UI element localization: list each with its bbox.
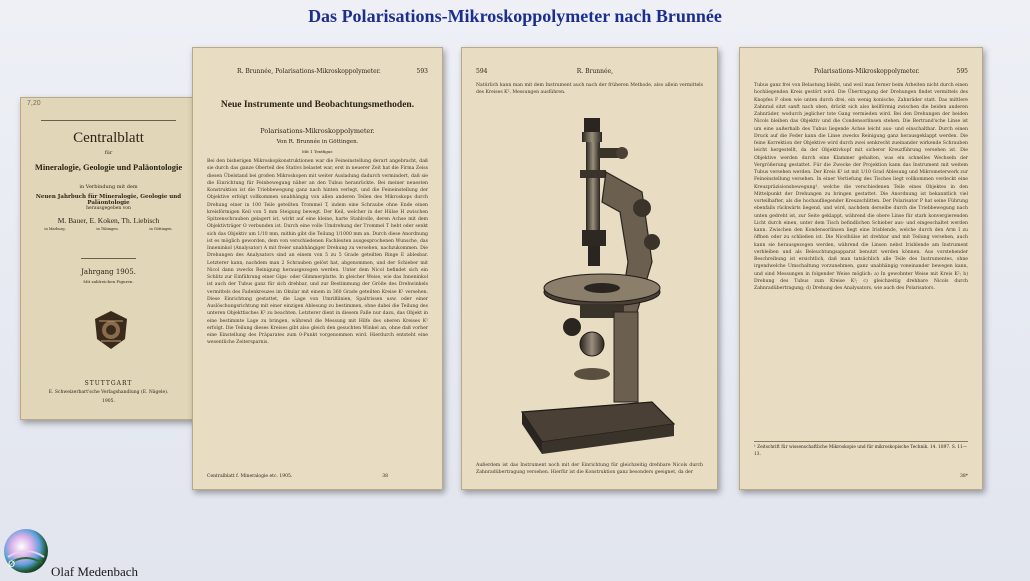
cover-handwriting: 7,20 [27, 100, 41, 107]
signature-mark: 38 [382, 474, 388, 479]
page-number: 595 [956, 68, 968, 75]
page-header [476, 68, 703, 75]
cover-subject: Mineralogie, Geologie und Paläontologie [34, 162, 183, 172]
cover-editors: M. Bauer, E. Koken, Th. Liebisch [57, 216, 160, 225]
cover-rule-mid [81, 258, 136, 259]
svg-text:Ø: Ø [8, 560, 16, 570]
page-footer [754, 474, 968, 479]
cover-publisher: E. Schweizerbart'sche Verlagshandlung (E. Nägele). [48, 390, 169, 395]
signature-mark: 38* [960, 474, 968, 479]
article-body: Bei den bisherigen Mikroskopkonstruktionen war die Feineinstellung derart angebracht, daß sie durch das ganze Oberteil des Stativs belastet war, erst in neuerer Zeit hat die Firma Zeiss diesen Übelstand bei großen Mikroskopen mit weiter Ausladung dadurch vermindert, daß sie die Einrichtung für Feinbewegung näher an den Tubus heranrückte. Bei meiner neuesten Konstruktion ist die Triebbewegung ganz nach hinten verlegt, und die Feineinstellung der Objektive erfolgt vollkommen unabhängig von allen anderen Teilen des Mikroskops durch Drehung einer in 100 Teile geteilten Trommel T, indem eine Schraube ohne Ende einen kreisförmigen Keil von 5 mm Steigung bewegt. Der Keil, welcher in der Hülse H zwischen Spitzenschrauben gelagert ist, wirkt auf eine kleine, harte Stahlrolle, deren Achse mit dem Objektivträger O verbunden ist. Durch eine volle Umdrehung der Trommel T hebt oder senkt sich das Objektiv um 1/10 mm, mithin gibt die Teilung 1/1000 mm an. Durch diese Anordnung ist es möglich geworden, dem von verschiedenen Fachleuten ausgesprochenen Wunsche, das Inneninkol (Analysator) A mit freier unabhängiger Drehung zu versehen, nachzukommen. Die Drehungen des Analysators sind an einem von 5 zu 5 Grade geteilten Ringe E ablesbar. Letzterer kann, nachdem man 2 Schrauben gelöst hat, abgenommen, und der Schieber mit Nicol dann zwecks Reinigung herausgezogen werden. Unter dem Nicol befindet sich ein Schlitz zur Einführung einer Gips- oder Glimmerplatte. In gleicher Weise, wie das Inneninkol ist auch der Tubus ganz für sich drehbar, und zur Bestimmung der Größe des Drehwinkels vermittels des Fadenkreuzes im Okular mit einem in 360 Grade geteilten Kreise K¹ versehen. Diese Einrichtung gestattet, die Lage von Umrißlinien, Spaltrissen usw. oder einer Auslöschungsrichtung mit einer einzigen Ablesung zu bestimmen, ohne dabei die Teilung des unteren Objekttisches K² zu beachten. Letzterer dient in diesem Falle nur dazu, das Objekt in eine bestimmte Lage zu bringen, während die Messung mit Hilfe des oberen Kreises K¹ erfolgt. Die Teilung dieses Kreises gibt also gleich den gesuchten Winkel an, ohne daß vorher eine Einstellung des Präparates zum 0-Punkt vorgenommen wird. Hierdurch entsteht eine wesentliche Zeitersparnis. [207, 159, 428, 346]
journal-cover [20, 97, 197, 420]
page-header [754, 68, 968, 75]
crystal-logo-icon [2, 527, 50, 575]
microscope-illustration-icon [502, 112, 682, 462]
cover-location: in Marburg. [44, 227, 66, 231]
cover-pubyear: 1905. [102, 399, 115, 404]
cover-figures: Mit zahlreichen Figuren. [83, 279, 134, 284]
slide-title: Das Polarisations-Mikroskoppolymeter nach Brunnée [308, 6, 722, 26]
cover-location: in Tübingen. [96, 227, 119, 231]
footer-left: Centralblatt f. Mineralogie etc. 1905. [207, 474, 293, 479]
body-top: Natürlich kann man mit dem Instrument auch nach der früheren Methode, also allein vermittels des Kreises K², Messungen ausführen. [476, 83, 703, 96]
cover-fuer: für [104, 150, 113, 156]
cover-location: in Göttingen. [149, 227, 173, 231]
page-number: 594 [476, 68, 488, 75]
page-number: 593 [416, 68, 428, 75]
page-595 [739, 47, 983, 490]
cover-title: Centralblatt [73, 130, 144, 146]
cover-connection: in Verbindung mit dem [79, 184, 138, 190]
page-footer [207, 474, 428, 479]
cover-year: Jahrgang 1905. [81, 268, 136, 276]
page-594 [461, 47, 718, 490]
cover-city: STUTTGART [84, 380, 133, 387]
section-heading: Neue Instrumente und Beobachtungsmethoden. [220, 100, 415, 110]
cover-jahrbuch: Neuen Jahrbuch für Mineralogie, Geologie und Paläontologie [35, 194, 182, 206]
footnote: ¹ Zeitschrift für wissenschaftliche Mikroskopie und für mikroskopische Technik. 14. 1897. S. 11—13. [754, 441, 968, 458]
article-title: Polarisations-Mikroskoppolymeter. [260, 127, 375, 135]
header-center: Polarisations-Mikroskoppolymeter. [814, 68, 920, 75]
cover-rule-top [41, 120, 176, 121]
article-author: Von R. Brunnée in Göttingen. [276, 139, 359, 145]
header-left: R. Brunnée, Polarisations-Mikroskoppolymeter. [237, 68, 381, 75]
page-header [207, 68, 428, 75]
author-name: Olaf Medenbach [51, 564, 138, 579]
article-figures: Mit 1 Textfigur. [301, 149, 334, 154]
publisher-emblem-icon [91, 309, 131, 351]
cover-locations [29, 227, 188, 231]
article-body: Tubus ganz frei von Belastung bleibt, und weil man ferner beim Arbeiten nicht durch einen hochliegenden Kreis gestört wird. Die Übertragung der Drehungen findet vermittels des Knopfes F oben wie unten durch drei, ein wenig konische, Zahnräder statt. Das mittlere Zahnrad sitzt sanft nach oben, drückt sich also keilförmig zwischen die beiden anderen Zahnräder, wodurch jeglicher tote Gang vermieden wird. Bei den Drehungen der beiden Nicols bleiben das Objektiv und die Condensorlinsen stehen. Die Bertrand'sche Linse ist um eine außerhalb des Tubus liegende Achse leicht aus- und einschaltbar. Durch einen Druck auf die Feder kann die Linse zwecks Reinigung ganz herausgeklappt werden. Die feine Korrektion der Objektive wird durch zwei senkrecht zueinander wirkende Schrauben leicht hergestellt, da der Objektivkopf mit sicherer Kreuzführung versehen ist. Die Objektive werden durch eine Klammer gehalten, was ein schnelles Wechseln der Vergrößerung gestattet. Für die Zwecke der Projektion kann das Instrument mit weitem Tubus versehen werden. Der Kreis K¹ ist mit 1/10 Grad Ablesung und Mikrometerwerk zur Feineinstellung versehen. In einer Vertiefung des Tisches liegt vollkommen verdeckt eine Kreuzpräzisionsbewegung¹, welche die verschiedenen Teile eines Objektes in den Mittelpunkt der Drehungen zu bringen gestattet. Die Anordnung ist bekanntlich viel vorteilhafter, als die hochaufliegender Kreuzschlitten. Der Polarisator P hat seine Führung ebenfalls rückwärts liegend, und wird, nachdem derselbe durch die Triebbewegung nach unten gedreht ist, zur Seite geklappt, während die obere Linse für stark konvergierenden Licht durch einen, unter dem Tisch befindlichen Schieber aus- und eingeschaltet werden kann. Zwischen den Kondensorlinsen liegt eine Irisblende, welche durch den Arm I zu öffnen oder zu schließen ist. Die Nicolhülse ist drehbar und mit Teilung versehen, auch kann sie herausgezogen werden, während die Linsen nebst Irisblende am Instrument verbleiben und als Beleuchtungsapparat benutzt werden können. Aus vorstehender Beschreibung ist ersichtlich, daß man tatsächlich alle Teile des Instrumentes, ohne irgendwelche Umschaltung vorzunehmen, ganz unabhängig voneinander bewegen kann, und sind Messungen in folgender Weise möglich: a) In gewohnter Weise mit Kreis K²; b) Drehung des Tubus zum Kreise K¹; c) gleichzeitig drehbare Nicols durch Zahnradübertragung; d) Drehung des Analysators, wie auch des Polarisators. [754, 83, 968, 291]
page-593 [192, 47, 443, 490]
body-bottom: Außerdem ist das Instrument noch mit der Einrichtung für gleichzeitig drehbare Nicols durch Zahnradübertragung versehen. Hierfür ist die Konstruktion ganz besonders geeignet, da der [476, 463, 703, 476]
header-center: R. Brunnée, [576, 68, 613, 75]
cover-herausgegeben: herausgegeben von [86, 206, 131, 211]
